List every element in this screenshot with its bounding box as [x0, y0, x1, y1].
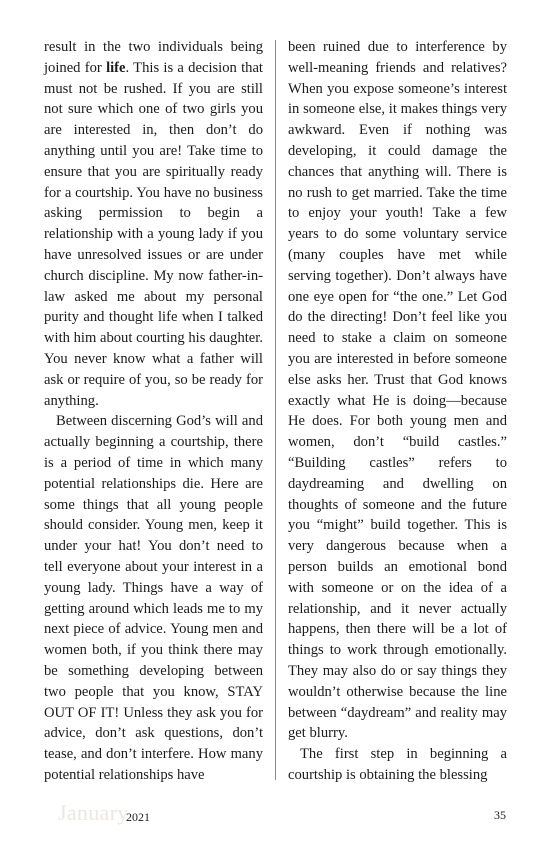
left-paragraph-1: [44, 37, 263, 411]
left-paragraph-1-bold-word: life: [106, 59, 126, 76]
left-paragraph-1-text-b: . This is a decision that must not be rushed. If you are still not sure which one of two girls you are interested in, then don’t do anything until you are! Take time to ensure that you are spiritually ready for a courtship. You have no business asking permission to begin a relationship with a young lady if you have unresolved issues or are under church discipline. My now father-in-law asked me about my personal purity and thought life when I talked with him about courting his daughter. You never know what a father will ask or require of you, so be ready for anything.: [44, 59, 263, 409]
page-footer: [0, 800, 550, 830]
footer-month: January: [58, 800, 129, 825]
right-paragraph-1: been ruined due to interference by well-meaning friends and relatives? When you expose someone’s interest in someone else, it makes things very awkward. Even if nothing was developing, it could damage the chances that anything will. There is no rush to get married. Take the time to enjoy your youth! Take a few years to do some voluntary service (many couples have met while serving together). Don’t always have one eye open for “the one.” Let God do the directing! Don’t feel like you need to stake a claim on someone you are interested in before someone else asks her. Trust that God knows exactly what He is doing—because He does. For both young men and women, don’t “build castles.” “Building castles” refers to daydreaming and dwelling on thoughts of someone and the future you “might” build together. This is very dangerous because when a person builds an emotional bond with someone or on the idea of a relationship, and it never actually happens, then there will be a lot of things to work through emotionally. They may also do or say things they wouldn’t otherwise because the line between “daydream” and reality may get blurry.: [288, 39, 507, 742]
column-divider: [275, 40, 276, 780]
page-number: 35: [494, 808, 506, 822]
footer-year: 2021: [126, 810, 150, 824]
right-paragraph-2: The first step in beginning a courtship is obtaining the blessing: [288, 746, 507, 783]
left-paragraph-2: Between discerning God’s will and actually beginning a courtship, there is a period of time in which many potential relationships die. Here are some things that all young people should consider. Young men, keep it under your hat! You don’t need to tell everyone about your interest in a young lady. Things have a way of getting around which leads me to my next piece of advice. Young men and women both, if you think there may be something developing between two people that you know, STAY OUT OF IT! Unless they ask you for advice, don’t ask questions, don’t tease, and don’t interfere. How many potential relationships have: [44, 413, 263, 783]
left-text-column: [44, 37, 263, 786]
right-text-column: [288, 37, 507, 786]
left-paragraph-1-text-a: result in the two individuals being joined for: [44, 39, 263, 76]
